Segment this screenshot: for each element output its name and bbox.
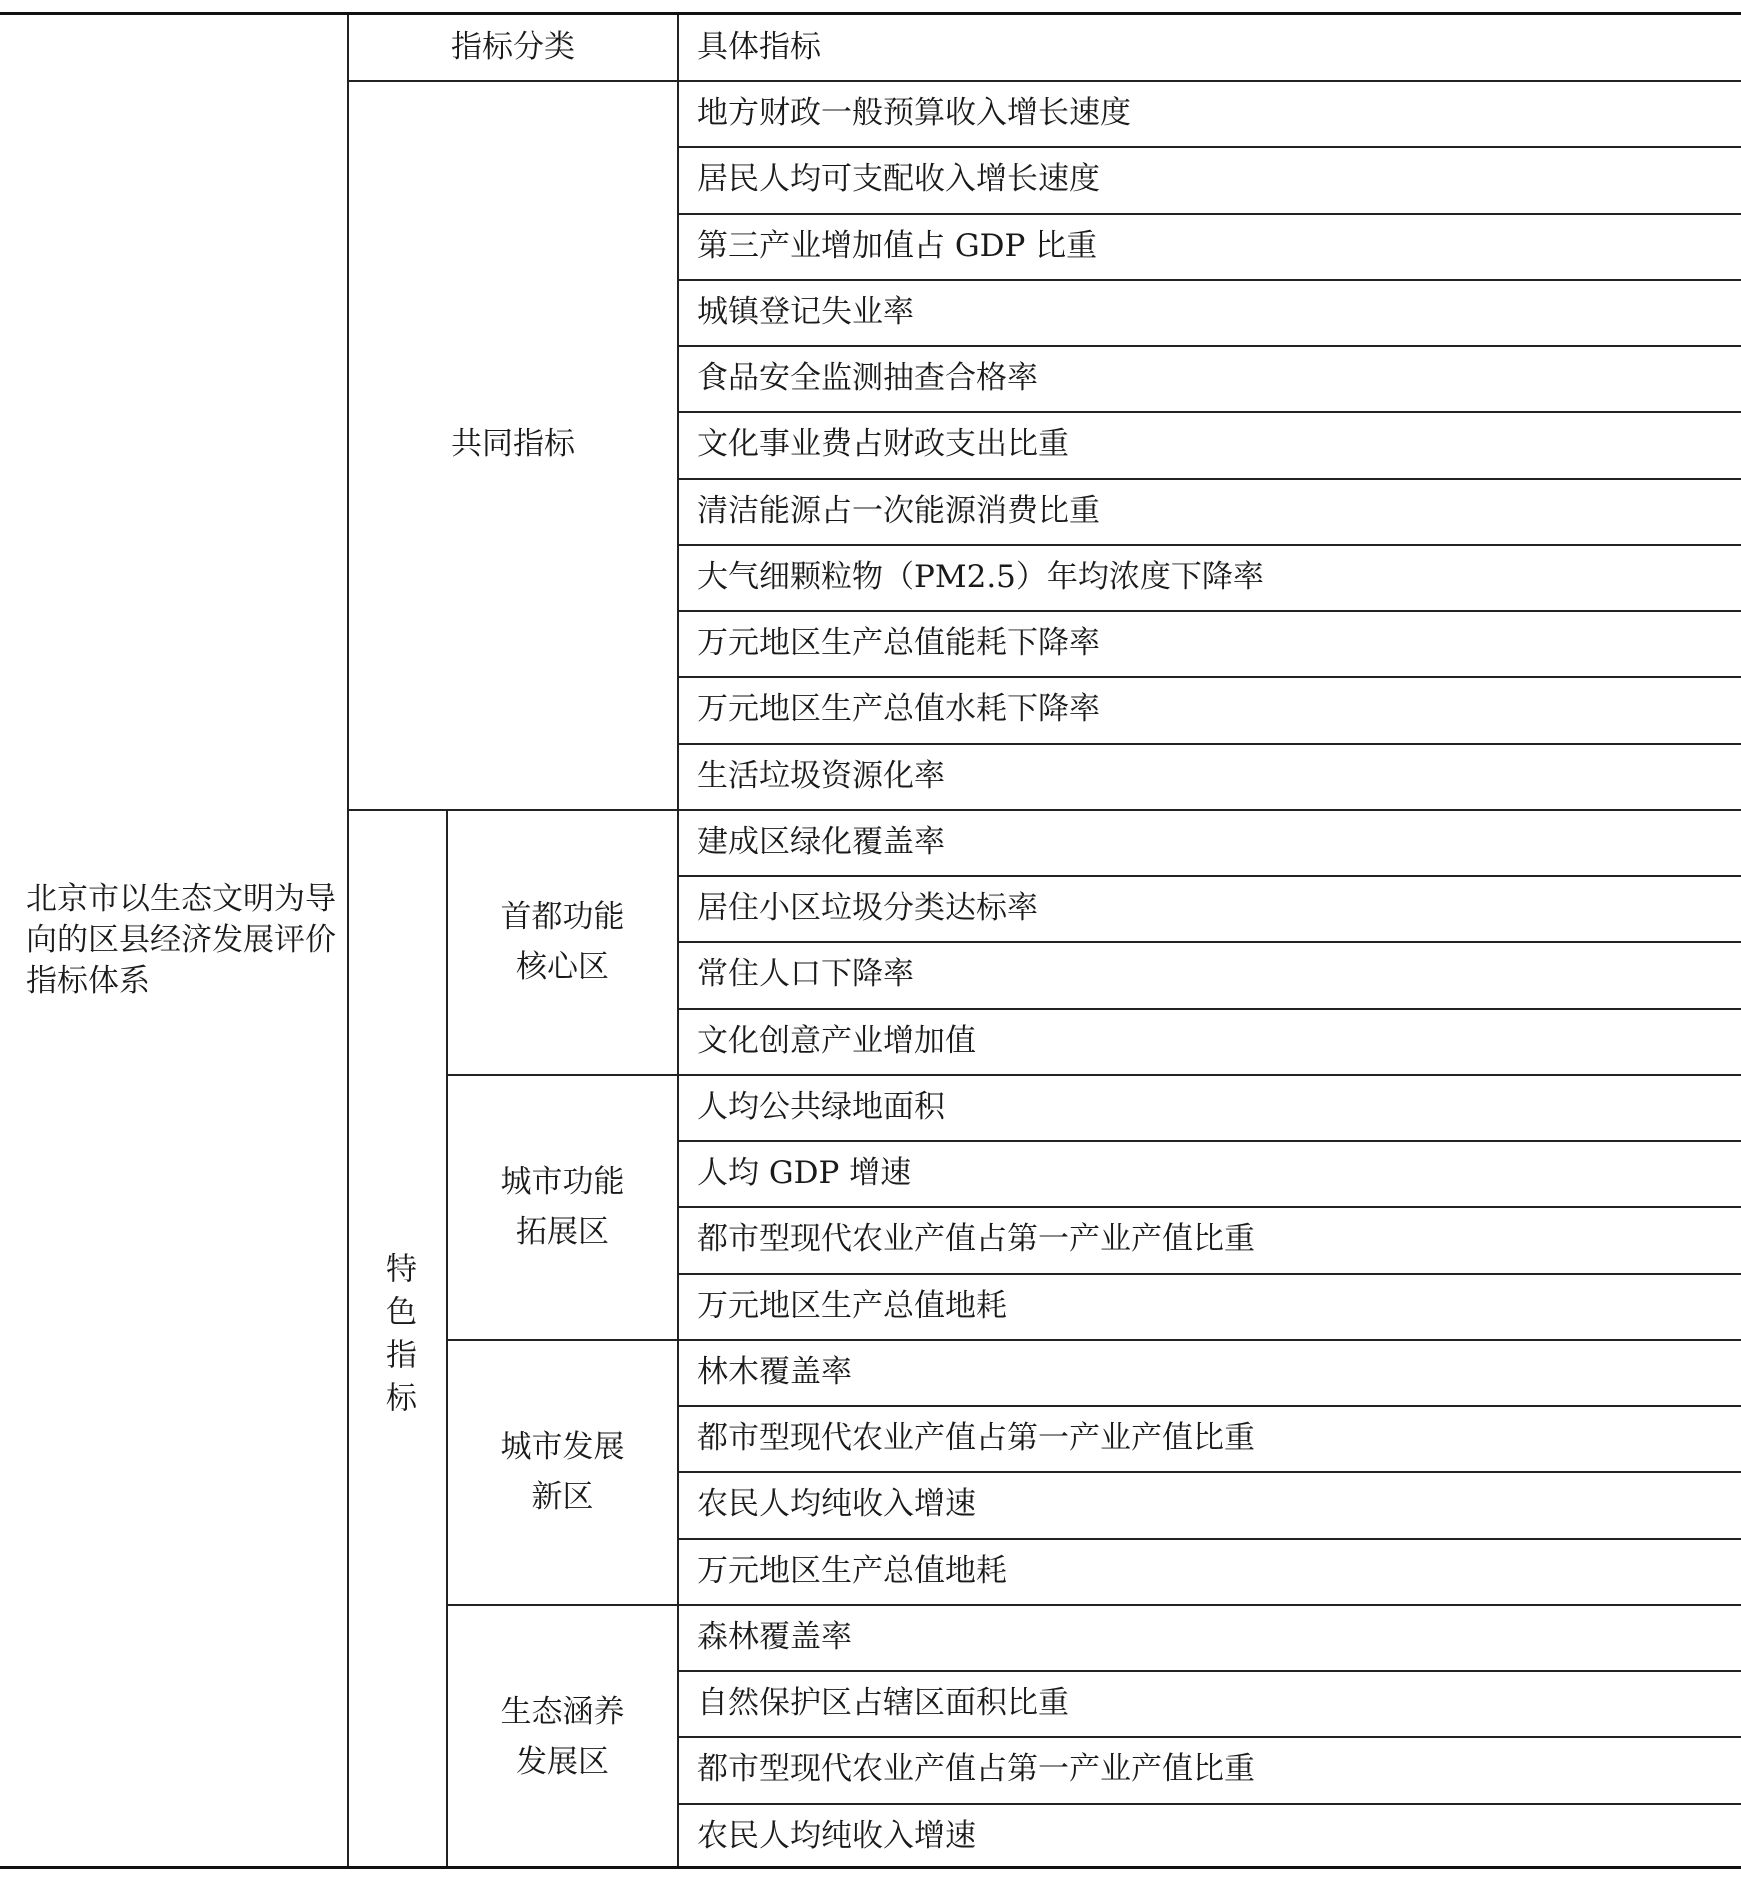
indicator-row: 常住人口下降率	[697, 955, 914, 992]
indicator-row: 食品安全监测抽查合格率	[697, 359, 1038, 396]
zone-label-line: 生态涵养	[500, 1693, 625, 1730]
indicator-row: 农民人均纯收入增速	[697, 1485, 976, 1522]
indicator-row: 万元地区生产总值能耗下降率	[697, 624, 1100, 661]
indicator-row: 农民人均纯收入增速	[697, 1817, 976, 1854]
indicator-row: 生活垃圾资源化率	[697, 757, 945, 794]
special-indicators-text: 特色指标	[379, 1251, 416, 1424]
indicator-row: 都市型现代农业产值占第一产业产值比重	[697, 1220, 1255, 1257]
header-category: 指标分类	[451, 29, 575, 66]
system-title: 北京市以生态文明为导向的区县经济发展评价指标体系	[26, 881, 336, 999]
indicator-row: 城镇登记失业率	[697, 293, 914, 330]
zone-label-line: 城市功能	[500, 1163, 625, 1200]
indicator-row: 居住小区垃圾分类达标率	[697, 889, 1038, 926]
indicator-row: 自然保护区占辖区面积比重	[697, 1684, 1069, 1721]
indicator-row: 万元地区生产总值地耗	[697, 1552, 1007, 1589]
indicator-row: 万元地区生产总值水耗下降率	[697, 690, 1100, 727]
indicator-row: 第三产业增加值占 GDP 比重	[697, 227, 1098, 264]
zone-label	[448, 809, 677, 1074]
indicator-row: 都市型现代农业产值占第一产业产值比重	[697, 1419, 1255, 1456]
indicator-row: 建成区绿化覆盖率	[697, 823, 945, 860]
indicator-row: 人均 GDP 增速	[697, 1154, 912, 1191]
zone-label-line: 首都功能	[500, 898, 625, 935]
indicator-row: 文化创意产业增加值	[697, 1022, 976, 1059]
special-indicators-label	[349, 809, 446, 1866]
zone-label	[448, 1074, 677, 1339]
indicator-row: 清洁能源占一次能源消费比重	[697, 492, 1100, 529]
zone-label-lines	[501, 1422, 625, 1522]
indicator-row: 万元地区生产总值地耗	[697, 1287, 1007, 1324]
indicator-row: 大气细颗粒物（PM2.5）年均浓度下降率	[697, 558, 1264, 595]
zone-label-line: 拓展区	[516, 1213, 609, 1250]
indicator-row: 森林覆盖率	[697, 1618, 852, 1655]
indicator-row: 居民人均可支配收入增长速度	[697, 160, 1100, 197]
indicator-row: 人均公共绿地面积	[697, 1088, 945, 1125]
zone-label	[448, 1604, 677, 1869]
zone-label-line: 发展区	[516, 1743, 609, 1780]
header-indicator: 具体指标	[697, 29, 821, 66]
zone-label	[448, 1339, 677, 1604]
common-indicators-label: 共同指标	[451, 426, 575, 463]
indicator-row: 林木覆盖率	[697, 1353, 852, 1390]
zone-label-lines	[501, 892, 625, 992]
zone-label-line: 新区	[531, 1478, 594, 1515]
indicator-row: 地方财政一般预算收入增长速度	[697, 94, 1131, 131]
zone-label-line: 城市发展	[500, 1428, 625, 1465]
zone-label-lines	[501, 1687, 625, 1787]
indicator-row: 文化事业费占财政支出比重	[697, 425, 1069, 462]
zone-label-line: 核心区	[516, 948, 609, 985]
zone-label-lines	[501, 1157, 625, 1257]
indicator-row: 都市型现代农业产值占第一产业产值比重	[697, 1750, 1255, 1787]
